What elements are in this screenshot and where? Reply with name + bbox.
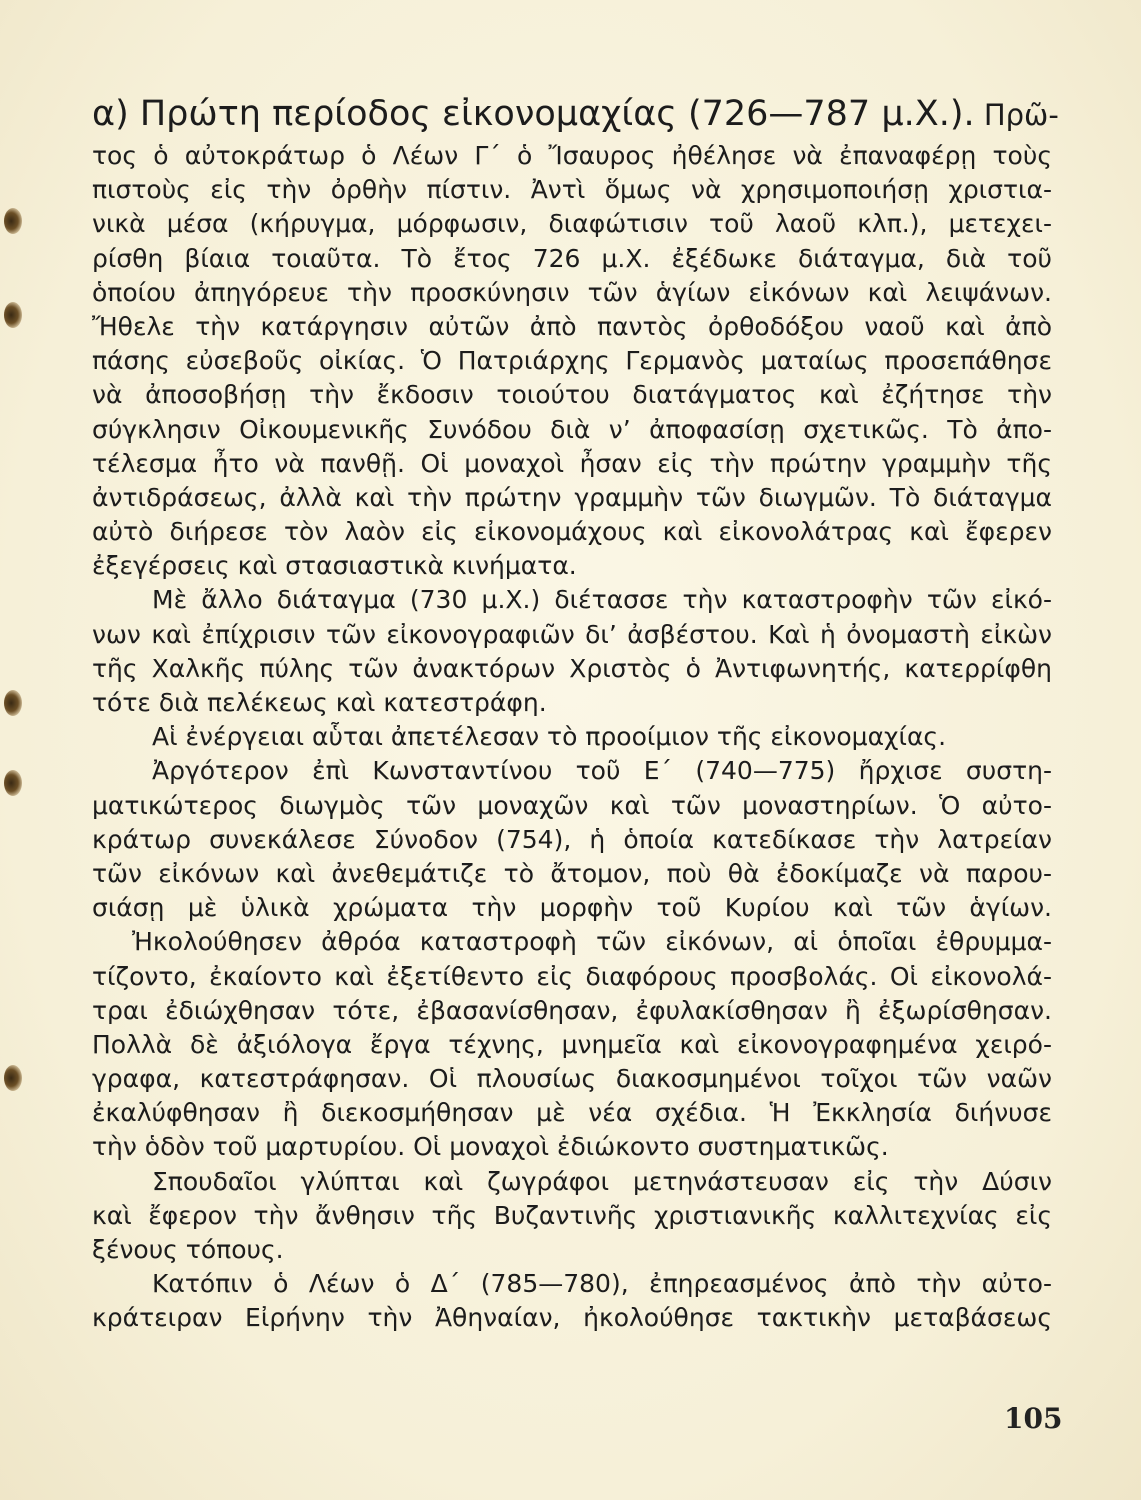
paragraph (92, 139, 1052, 583)
text-line: τῆς Χαλκῆς πύλης τῶν ἀνακτόρων Χριστὸς ὁ Ἀντιφωνητής, κατερρίφθη (92, 653, 1052, 683)
text-line: γραφα, κατεστράφησαν. Οἱ πλουσίως διακοσμημένοι τοῖχοι τῶν ναῶν (92, 1064, 1052, 1094)
paragraph (92, 1267, 1052, 1335)
text-line: ἀντιδράσεως, ἀλλὰ καὶ τὴν πρώτην γραμμὴν τῶν διωγμῶν. Τὸ διάταγμα (92, 482, 1052, 512)
binding-hole (4, 208, 22, 234)
binding-hole (4, 770, 22, 796)
text-line: τραι ἐδιώχθησαν τότε, ἐβασανίσθησαν, ἐφυλακίσθησαν ἢ ἐξωρίσθησαν. (92, 995, 1052, 1025)
text-line: Ἤθελε τὴν κατάργησιν αὐτῶν ἀπὸ παντὸς ὀρθοδόξου ναοῦ καὶ ἀπὸ (92, 311, 1052, 341)
text-line: Ἠκολούθησεν ἀθρόα καταστροφὴ τῶν εἰκόνων, αἱ ὁποῖαι ἐθρυμμα- (132, 927, 1052, 957)
text-line: τότε διὰ πελέκεως καὶ κατεστράφη. (92, 688, 547, 717)
text-line: Αἱ ἐνέργειαι αὗται ἀπετέλεσαν τὸ προοίμιον τῆς εἰκονομαχίας. (152, 722, 947, 752)
text-line: τος ὁ αὐτοκράτωρ ὁ Λέων Γ΄ ὁ Ἴσαυρος ἠθέλησε νὰ ἐπαναφέρῃ τοὺς (92, 141, 1052, 170)
text-line: τῶν εἰκόνων καὶ ἀνεθεμάτιζε τὸ ἄτομον, ποὺ θὰ ἐδοκίμαζε νὰ παρου- (92, 858, 1052, 888)
text-line: ἐξεγέρσεις καὶ στασιαστικὰ κινήματα. (92, 551, 577, 581)
binding-hole (4, 690, 22, 716)
text-line: Κατόπιν ὁ Λέων ὁ Δ΄ (785—780), ἐπηρεασμένος ἀπὸ τὴν αὐτο- (152, 1269, 1052, 1299)
text-line: ξένους τόπους. (92, 1235, 284, 1264)
section-heading-continuation: Πρῶ- (974, 98, 1059, 132)
binding-hole (4, 1065, 22, 1091)
text-line: καὶ ἔφερον τὴν ἄνθησιν τῆς Βυζαντινῆς χριστιανικῆς καλλιτεχνίας εἰς (92, 1200, 1052, 1230)
page-number: 105 (1004, 1402, 1063, 1435)
text-line: κράτωρ συνεκάλεσε Σύνοδον (754), ἡ ὁποία κατεδίκασε τὴν λατρείαν (92, 824, 1052, 854)
binding-hole (4, 302, 22, 328)
text-line: Ἀργότερον ἐπὶ Κωνσταντίνου τοῦ Ε΄ (740—775) ἤρχισε συστη- (152, 756, 1052, 786)
section-heading-title: α) Πρώτη περίοδος εἰκονομαχίας (726—787 μ.Χ.). (92, 94, 975, 134)
paragraph (92, 1165, 1052, 1268)
text-line: νων καὶ ἐπίχρισιν τῶν εἰκονογραφιῶν δι’ ἀσβέστου. Καὶ ἡ ὀνομαστὴ εἰκὼν (92, 619, 1052, 649)
text-line: τὴν ὁδὸν τοῦ μαρτυρίου. Οἱ μοναχοὶ ἐδιώκοντο συστηματικῶς. (92, 1132, 889, 1162)
text-line: ρίσθη βίαια τοιαῦτα. Τὸ ἔτος 726 μ.Χ. ἐξέδωκε διάταγμα, διὰ τοῦ (92, 243, 1052, 273)
text-line: πάσης εὐσεβοῦς οἰκίας. Ὁ Πατριάρχης Γερμανὸς ματαίως προσεπάθησε (92, 346, 1052, 376)
text-line: Μὲ ἄλλο διάταγμα (730 μ.Χ.) διέτασσε τὴν καταστροφὴν τῶν εἰκό- (152, 585, 1052, 615)
text-line: Σπουδαῖοι γλύπται καὶ ζωγράφοι μετηνάστευσαν εἰς τὴν Δύσιν (152, 1166, 1052, 1196)
text-line: νικὰ μέσα (κήρυγμα, μόρφωσιν, διαφώτισιν τοῦ λαοῦ κλπ.), μετεχει- (92, 209, 1052, 239)
text-line: πιστοὺς εἰς τὴν ὀρθὴν πίστιν. Ἀντὶ ὅμως νὰ χρησιμοποιήσῃ χριστια- (92, 175, 1052, 205)
text-line: αὐτὸ διήρεσε τὸν λαὸν εἰς εἰκονομάχους καὶ εἰκονολάτρας καὶ ἔφερεν (92, 517, 1052, 547)
paragraph (92, 583, 1052, 720)
paragraph (92, 754, 1052, 1164)
text-line: ὁποίου ἀπηγόρευε τὴν προσκύνησιν τῶν ἁγίων εἰκόνων καὶ λειψάνων. (92, 277, 1052, 307)
paragraph (92, 720, 1052, 754)
text-line: τέλεσμα ἦτο νὰ πανθῇ. Οἱ μοναχοὶ ἦσαν εἰς τὴν πρώτην γραμμὴν τῆς (92, 448, 1052, 478)
text-line: Πολλὰ δὲ ἀξιόλογα ἔργα τέχνης, μνημεῖα καὶ εἰκονογραφημένα χειρό- (92, 1029, 1052, 1059)
text-line: ἐκαλύφθησαν ἢ διεκοσμήθησαν μὲ νέα σχέδια. Ἡ Ἐκκλησία διήνυσε (92, 1098, 1052, 1128)
text-line: σιάσῃ μὲ ὑλικὰ χρώματα τὴν μορφὴν τοῦ Κυρίου καὶ τῶν ἁγίων. (92, 893, 1052, 923)
section-heading (92, 92, 1059, 137)
body-text (92, 92, 1059, 1336)
text-line: σύγκλησιν Οἰκουμενικῆς Συνόδου διὰ ν’ ἀποφασίσῃ σχετικῶς. Τὸ ἀπο- (92, 414, 1052, 444)
text-line: κράτειραν Εἰρήνην τὴν Ἀθηναίαν, ἠκολούθησε τακτικὴν μεταβάσεως (92, 1303, 1052, 1333)
text-line: ματικώτερος διωγμὸς τῶν μοναχῶν καὶ τῶν μοναστηρίων. Ὁ αὐτο- (92, 790, 1052, 820)
text-line: νὰ ἀποσοβήσῃ τὴν ἔκδοσιν τοιούτου διατάγματος καὶ ἐζήτησε τὴν (92, 380, 1052, 410)
text-line: τίζοντο, ἐκαίοντο καὶ ἐξετίθεντο εἰς διαφόρους προσβολάς. Οἱ εἰκονολά- (92, 961, 1052, 991)
